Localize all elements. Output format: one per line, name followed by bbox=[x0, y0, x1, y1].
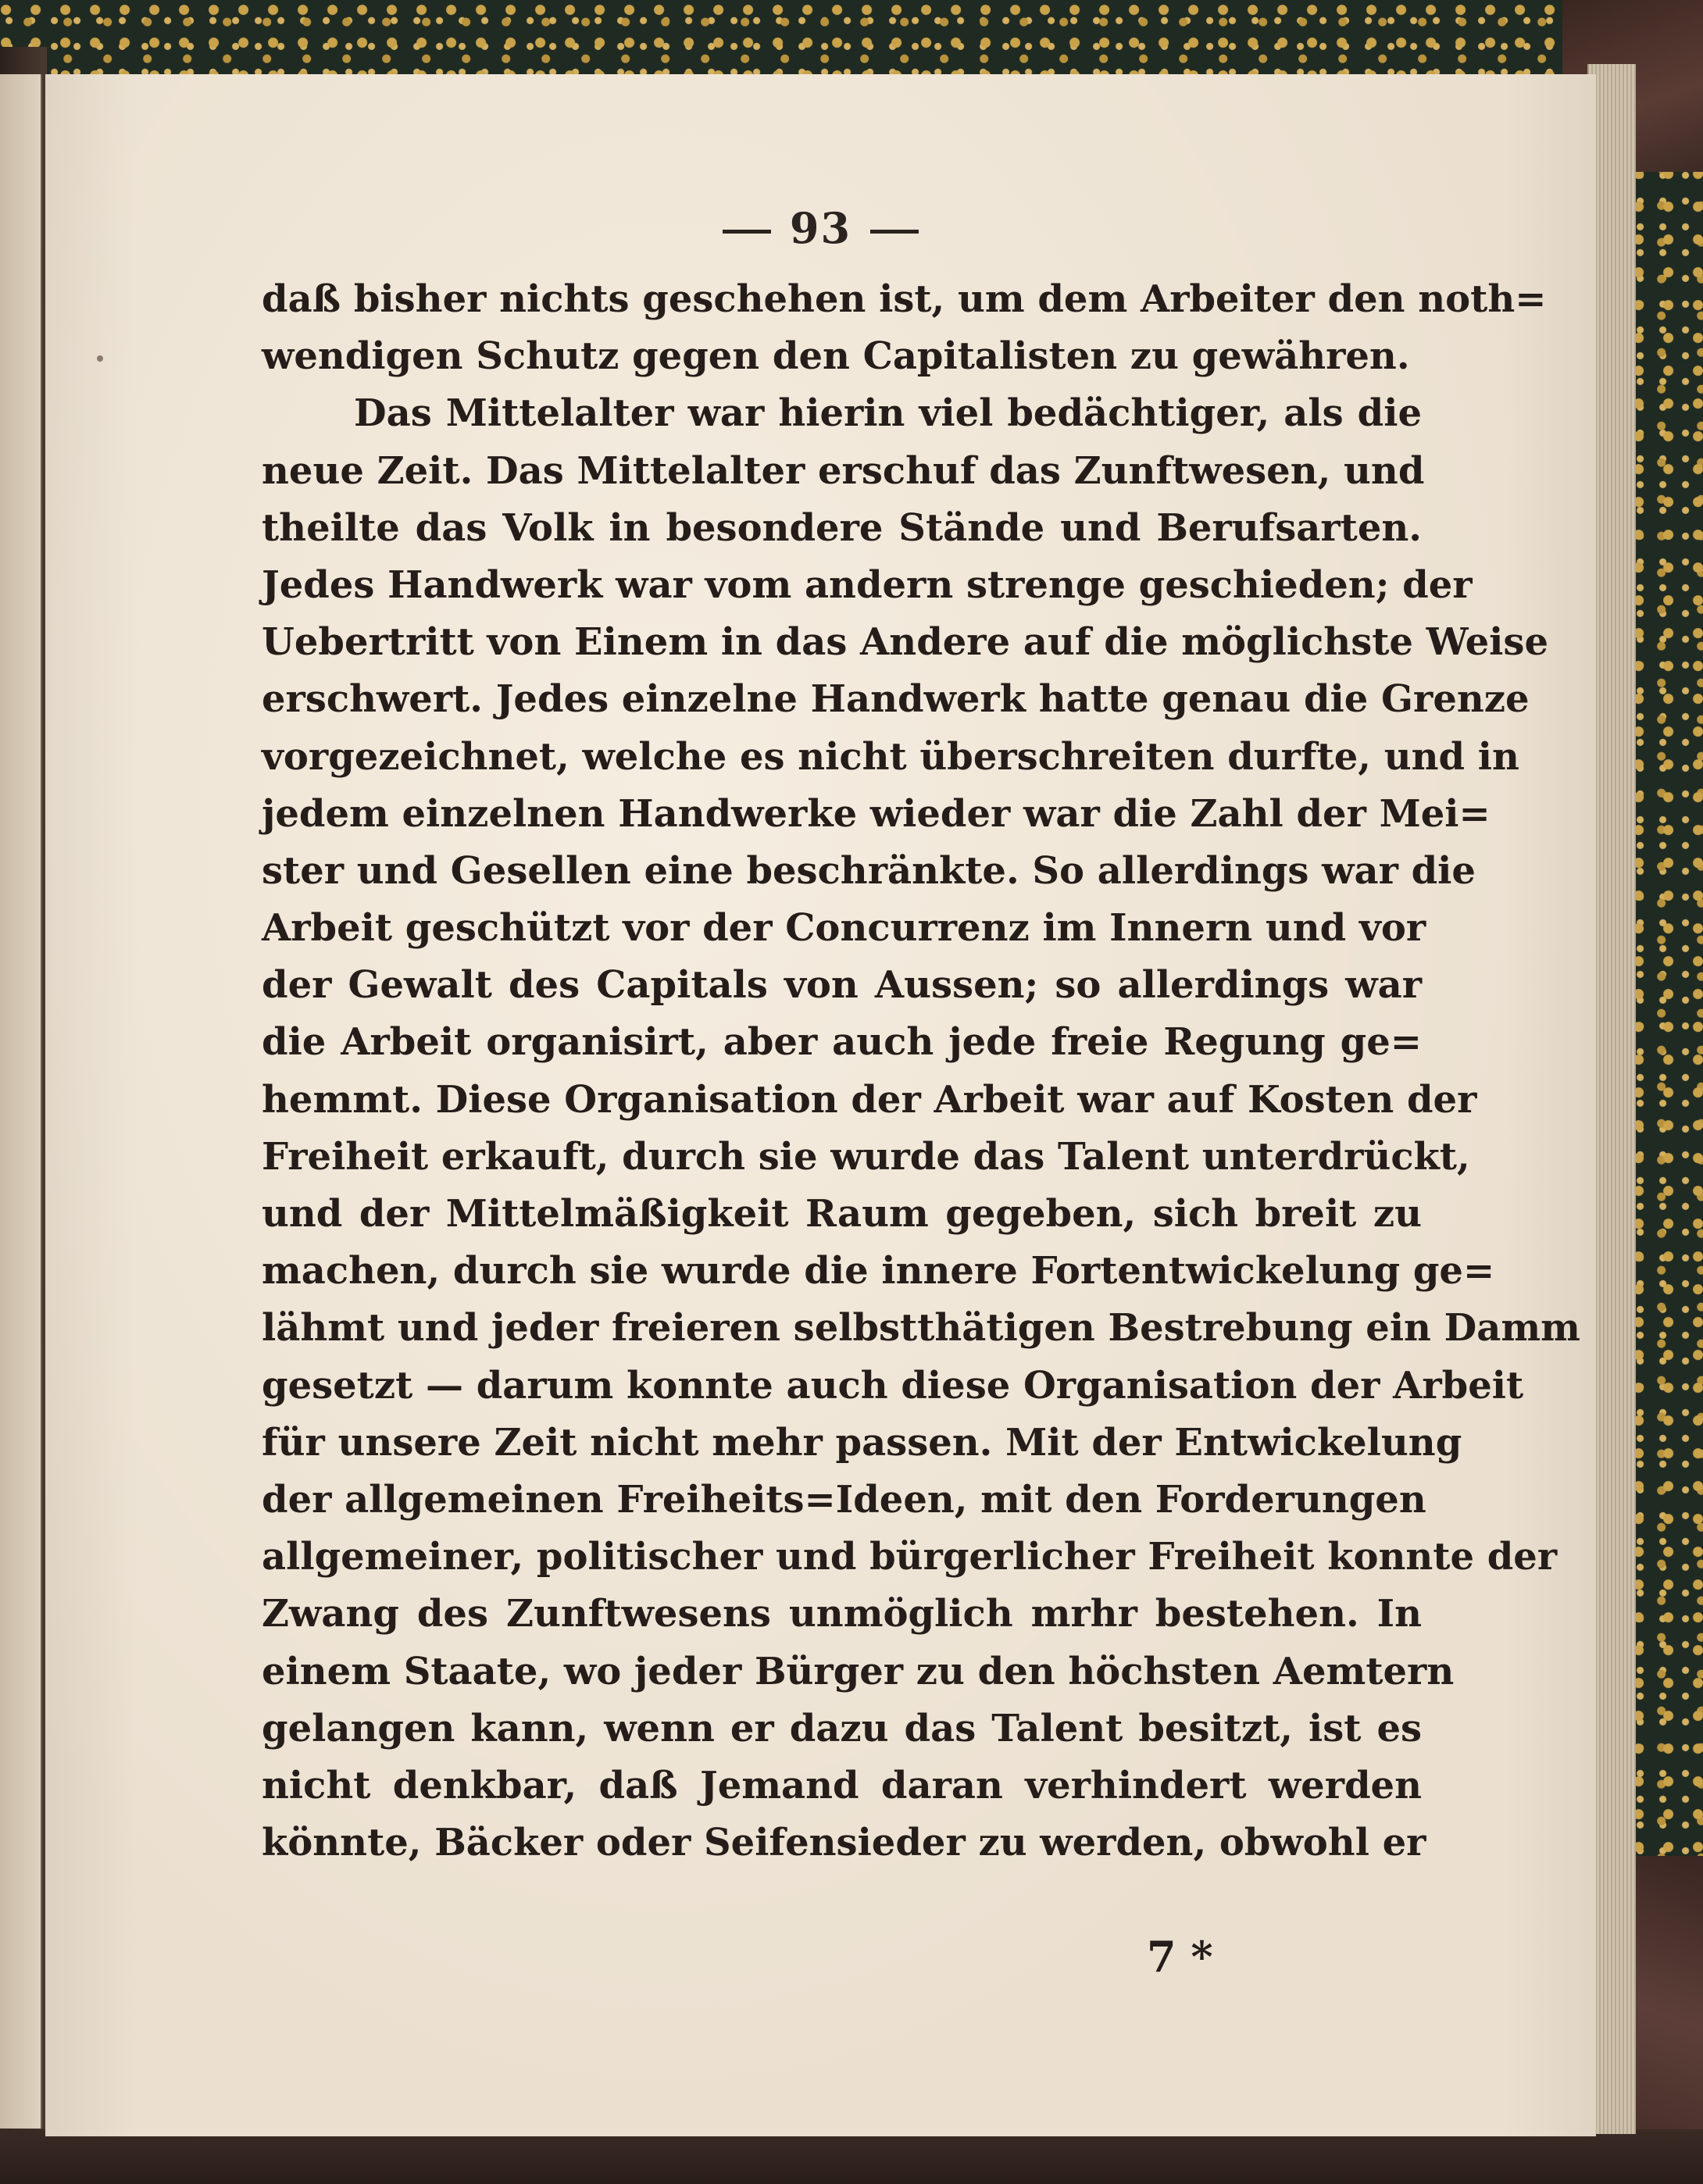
text-line: der Gewalt des Capitals von Aussen; so allerdings war bbox=[262, 963, 1422, 1008]
bottom-cover-edge bbox=[0, 2129, 1703, 2184]
text-line: erschwert. Jedes einzelne Handwerk hatte genau die Grenze bbox=[262, 677, 1530, 722]
text-line: neue Zeit. Das Mittelalter erschuf das Zunftwesen, und bbox=[262, 448, 1425, 493]
text-line: die Arbeit organisirt, aber auch jede freie Regung ge= bbox=[262, 1020, 1422, 1065]
text-line: gesetzt — darum konnte auch diese Organisation der Arbeit bbox=[262, 1363, 1524, 1408]
folio-dash-right bbox=[870, 230, 919, 234]
page-number: 93 bbox=[789, 203, 852, 253]
text-line: für unsere Zeit nicht mehr passen. Mit der Entwickelung bbox=[262, 1420, 1462, 1465]
text-line: daß bisher nichts geschehen ist, um dem Arbeiter den noth= bbox=[262, 277, 1547, 321]
text-line: und der Mittelmäßigkeit Raum gegeben, sich breit zu bbox=[262, 1192, 1422, 1236]
text-line: einem Staate, wo jeder Bürger zu den höchsten Aemtern bbox=[262, 1649, 1455, 1693]
text-line: könnte, Bäcker oder Seifensieder zu werden, obwohl er bbox=[262, 1821, 1426, 1865]
page-number-header bbox=[45, 203, 1596, 253]
text-line: der allgemeinen Freiheits=Ideen, mit den Forderungen bbox=[262, 1477, 1426, 1522]
text-line: theilte das Volk in besondere Stände und Berufsarten. bbox=[262, 505, 1422, 550]
folio-dash-left bbox=[723, 230, 771, 234]
text-line: vorgezeichnet, welche es nicht überschreiten durfte, und in bbox=[262, 734, 1519, 779]
text-line: allgemeiner, politischer und bürgerlicher Freiheit konnte der bbox=[262, 1535, 1558, 1579]
previous-page-edge bbox=[0, 74, 42, 2129]
ink-speck bbox=[97, 355, 103, 362]
text-line: ster und Gesellen eine beschränkte. So allerdings war die bbox=[262, 848, 1476, 893]
signature-mark: 7 * bbox=[1147, 1932, 1213, 1982]
text-line: nicht denkbar, daß Jemand daran verhindert werden bbox=[262, 1763, 1422, 1808]
text-line: lähmt und jeder freieren selbstthätigen Bestrebung ein Damm bbox=[262, 1306, 1580, 1351]
text-line: Das Mittelalter war hierin viel bedächtiger, als die bbox=[354, 391, 1422, 436]
text-line: Jedes Handwerk war vom andern strenge geschieden; der bbox=[262, 562, 1473, 607]
text-line: wendigen Schutz gegen den Capitalisten zu gewähren. bbox=[262, 334, 1410, 379]
book-page bbox=[45, 74, 1596, 2136]
text-line: hemmt. Diese Organisation der Arbeit war auf Kosten der bbox=[262, 1077, 1477, 1122]
body-text bbox=[262, 271, 1580, 1872]
text-line: jedem einzelnen Handwerke wieder war die Zahl der Mei= bbox=[262, 791, 1491, 836]
text-line: machen, durch sie wurde die innere Fortentwickelung ge= bbox=[262, 1249, 1495, 1294]
text-line: Zwang des Zunftwesens unmöglich mrhr bestehen. In bbox=[262, 1592, 1422, 1636]
text-line: gelangen kann, wenn er dazu das Talent besitzt, ist es bbox=[262, 1706, 1422, 1750]
text-line: Freiheit erkauft, durch sie wurde das Talent unterdrückt, bbox=[262, 1134, 1470, 1179]
text-line: Uebertritt von Einem in das Andere auf die möglichste Weise bbox=[262, 620, 1548, 665]
text-line: Arbeit geschützt vor der Concurrenz im Innern und vor bbox=[262, 906, 1426, 951]
